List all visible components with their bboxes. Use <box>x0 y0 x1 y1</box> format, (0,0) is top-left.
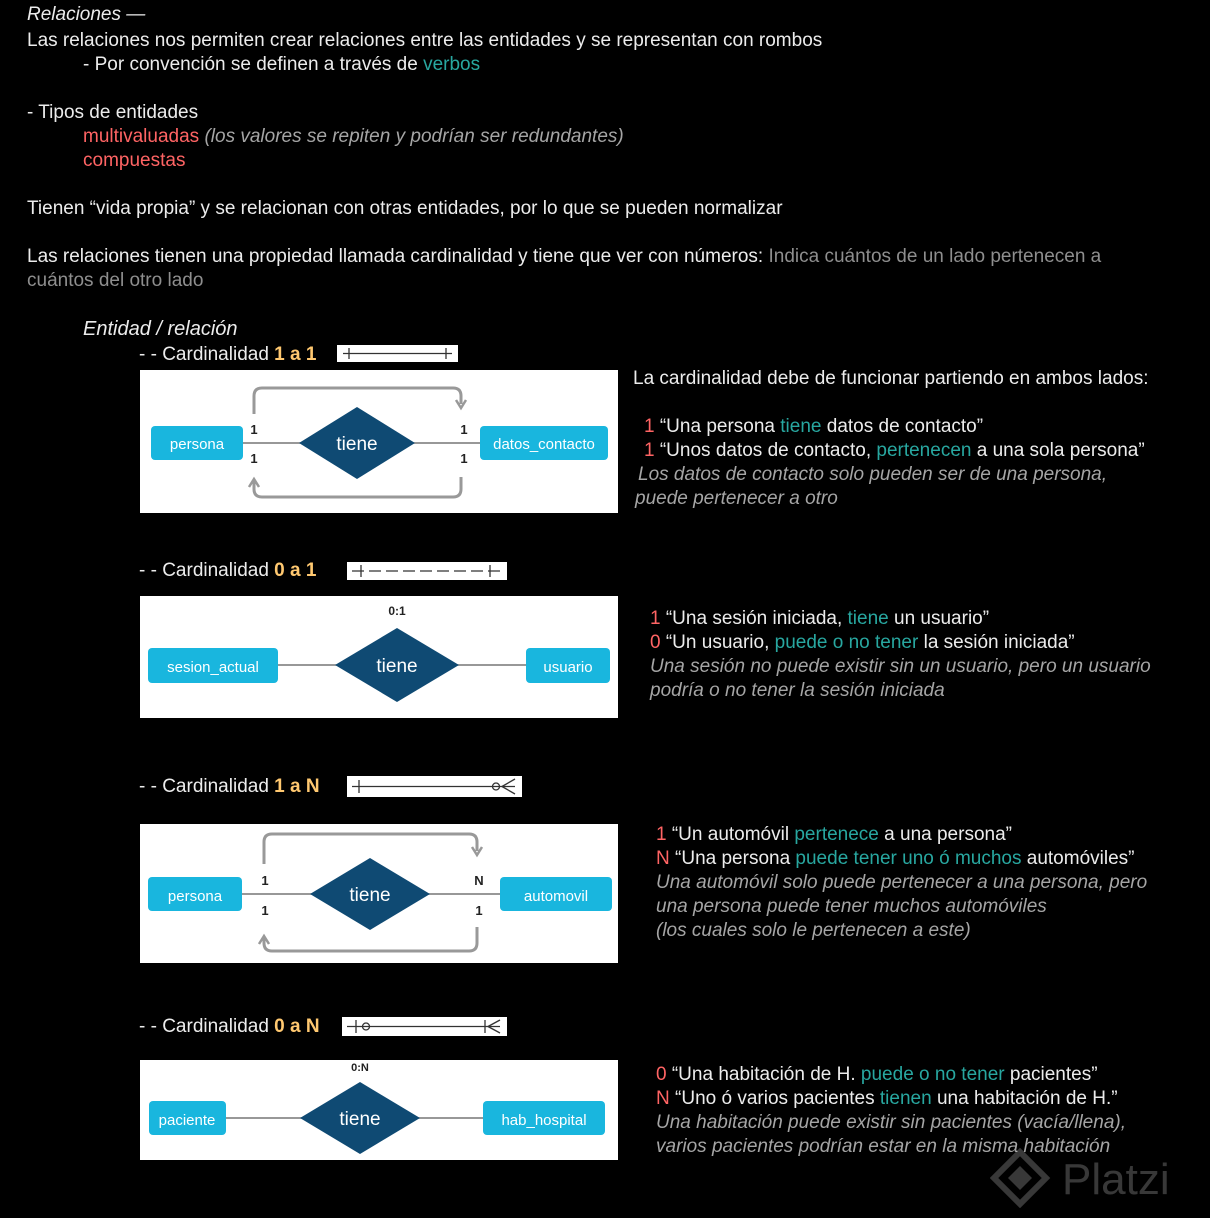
multivaluadas-label: multivaluadas <box>83 126 200 147</box>
line-highlight: pertenecen <box>876 440 972 461</box>
diagram-1a1 <box>140 370 618 513</box>
line-num: 1 <box>644 440 655 461</box>
line-text-b: datos de contacto” <box>821 416 984 437</box>
diagram-1aN <box>140 824 618 963</box>
card-1a1-line-2 <box>644 439 1145 463</box>
entity-left: persona <box>169 436 225 453</box>
platzi-watermark <box>990 1148 1200 1208</box>
entity-left: sesion_actual <box>167 659 259 676</box>
line-text-a: “Un usuario, <box>665 632 775 653</box>
cardinalidad-intro-gray-2: cuántos del otro lado <box>27 270 204 291</box>
line-num: 1 <box>656 824 667 845</box>
line-highlight: pertenece <box>794 824 879 845</box>
legend-1aN-symbol <box>347 776 522 797</box>
legend-1a1-symbol <box>337 345 458 362</box>
entity-left: paciente <box>158 1112 216 1129</box>
card-1aN-line-2 <box>656 847 1134 871</box>
card-1aN-note-2: una persona puede tener muchos automóviles <box>656 896 1047 917</box>
arc-bottom <box>254 477 461 497</box>
card-0aN-label <box>139 1015 320 1039</box>
line-num: N <box>656 1088 670 1109</box>
line-num: 0 <box>656 1064 667 1085</box>
card-0a1-note-1: Una sesión no puede existir sin un usuario, pero un usuario <box>650 656 1151 677</box>
line-num: 1 <box>650 608 661 629</box>
platzi-logo-icon <box>990 1148 1200 1208</box>
legend-0aN-symbol <box>342 1017 507 1036</box>
card-mark: 1 <box>261 873 269 888</box>
card-prefix: - - Cardinalidad <box>139 560 275 581</box>
line-highlight: tienen <box>879 1088 932 1109</box>
relation-verb: tiene <box>349 885 391 906</box>
entity-left: persona <box>167 888 223 905</box>
multivaluadas-line <box>83 125 624 149</box>
card-prefix: - - Cardinalidad <box>139 344 275 365</box>
card-0aN-line-1 <box>656 1063 1098 1087</box>
entity-right: hab_hospital <box>501 1112 587 1129</box>
card-mark: 0:N <box>351 1062 369 1074</box>
card-mark: 1 <box>475 903 483 918</box>
card-mark: 1 <box>460 422 468 437</box>
relaciones-intro: Las relaciones nos permiten crear relaciones entre las entidades y se representan con rombos <box>27 30 823 51</box>
line-num: 0 <box>650 632 661 653</box>
tipos-heading: - Tipos de entidades <box>27 102 199 123</box>
line-text-a: “Un automóvil <box>671 824 795 845</box>
entity-right: datos_contacto <box>493 436 595 453</box>
line-highlight: puede o no tener <box>860 1064 1005 1085</box>
line-text-b: la sesión iniciada” <box>918 632 1075 653</box>
card-value: 0 a 1 <box>274 560 317 581</box>
cardinalidad-intro-gray: Indica cuántos de un lado pertenecen a <box>768 246 1102 267</box>
card-mark: 1 <box>261 903 269 918</box>
vida-propia-text: Tienen “vida propia” y se relacionan con otras entidades, por lo que se pueden normalizar <box>27 198 783 219</box>
legend-0aN <box>342 1017 507 1036</box>
relation-verb: tiene <box>339 1109 381 1130</box>
card-value: 1 a 1 <box>274 344 317 365</box>
compuestas-label: compuestas <box>83 150 186 171</box>
card-0aN-note-1: Una habitación puede existir sin pacientes (vacía/llena), <box>656 1112 1126 1133</box>
card-0aN-note-2: varios pacientes podrían estar en la misma habitación <box>656 1136 1111 1157</box>
card-1aN-note-3: (los cuales solo le pertenecen a este) <box>656 920 971 941</box>
convention-prefix: - Por convención se definen a través de <box>83 54 424 75</box>
card-mark: 1 <box>460 451 468 466</box>
card-mark: 0:1 <box>388 604 406 618</box>
entity-right: automovil <box>523 888 589 905</box>
relaciones-heading: Relaciones — <box>27 4 146 25</box>
line-num: N <box>656 848 670 869</box>
card-0a1-note-2: podría o no tener la sesión iniciada <box>650 680 945 701</box>
line-text-b: a una persona” <box>878 824 1012 845</box>
line-text-a: “Una sesión iniciada, <box>665 608 848 629</box>
card-prefix: - - Cardinalidad <box>139 776 275 797</box>
legend-1a1 <box>337 345 458 362</box>
line-highlight: puede o no tener <box>774 632 919 653</box>
line-highlight: tiene <box>780 416 822 437</box>
line-num: 1 <box>644 416 655 437</box>
multivaluadas-note: (los valores se repiten y podrían ser redundantes) <box>204 126 624 147</box>
line-highlight: tiene <box>847 608 889 629</box>
line-text-a: “Uno ó varios pacientes <box>675 1088 880 1109</box>
relation-verb: tiene <box>376 656 418 677</box>
card-1aN-note-1: Una automóvil solo puede pertenecer a una persona, pero <box>656 872 1148 893</box>
relation-verb: tiene <box>336 434 378 455</box>
card-0aN-line-2 <box>656 1087 1118 1111</box>
card-mark: N <box>474 873 484 888</box>
legend-0a1-symbol <box>347 562 507 580</box>
card-value: 0 a N <box>274 1016 320 1037</box>
card-1aN-label <box>139 775 320 799</box>
legend-1aN <box>347 776 522 797</box>
card-1a1-line-1 <box>644 415 983 439</box>
line-text-b: automóviles” <box>1021 848 1135 869</box>
card-0a1-label <box>139 559 316 583</box>
diagram-0a1 <box>140 596 618 718</box>
line-text-a: “Una persona <box>659 416 781 437</box>
diagram-0aN <box>140 1060 618 1160</box>
entidad-relacion-heading: Entidad / relación <box>83 318 238 340</box>
card-1a1-note-1: Los datos de contacto solo pueden ser de una persona, <box>638 464 1108 485</box>
entity-right: usuario <box>543 659 593 676</box>
card-mark: 1 <box>250 451 258 466</box>
card-0a1-line-2 <box>650 631 1075 655</box>
legend-0a1 <box>347 562 507 580</box>
line-text-a: “Una habitación de H. <box>671 1064 861 1085</box>
card-1a1-header: La cardinalidad debe de funcionar partiendo en ambos lados: <box>633 368 1149 389</box>
line-text-b: un usuario” <box>888 608 990 629</box>
card-1aN-line-1 <box>656 823 1012 847</box>
arc-bottom <box>264 927 477 951</box>
line-text-b: pacientes” <box>1004 1064 1098 1085</box>
line-text-b: una habitación de H.” <box>931 1088 1118 1109</box>
card-1a1-label <box>139 343 316 367</box>
cardinalidad-intro-main: Las relaciones tienen una propiedad llamada cardinalidad y tiene que ver con números: <box>27 246 769 267</box>
watermark-text: Platzi <box>1062 1155 1170 1204</box>
line-text-a: “Una persona <box>675 848 796 869</box>
line-text-b: a una sola persona” <box>971 440 1145 461</box>
convention-highlight: verbos <box>423 54 481 75</box>
line-text-a: “Unos datos de contacto, <box>659 440 877 461</box>
card-prefix: - - Cardinalidad <box>139 1016 275 1037</box>
card-0a1-line-1 <box>650 607 989 631</box>
cardinalidad-intro <box>27 245 1101 269</box>
card-value: 1 a N <box>274 776 320 797</box>
card-1a1-note-2: puede pertenecer a otro <box>635 488 838 509</box>
card-mark: 1 <box>250 422 258 437</box>
line-highlight: puede tener uno ó muchos <box>795 848 1022 869</box>
convention-line <box>83 53 480 77</box>
